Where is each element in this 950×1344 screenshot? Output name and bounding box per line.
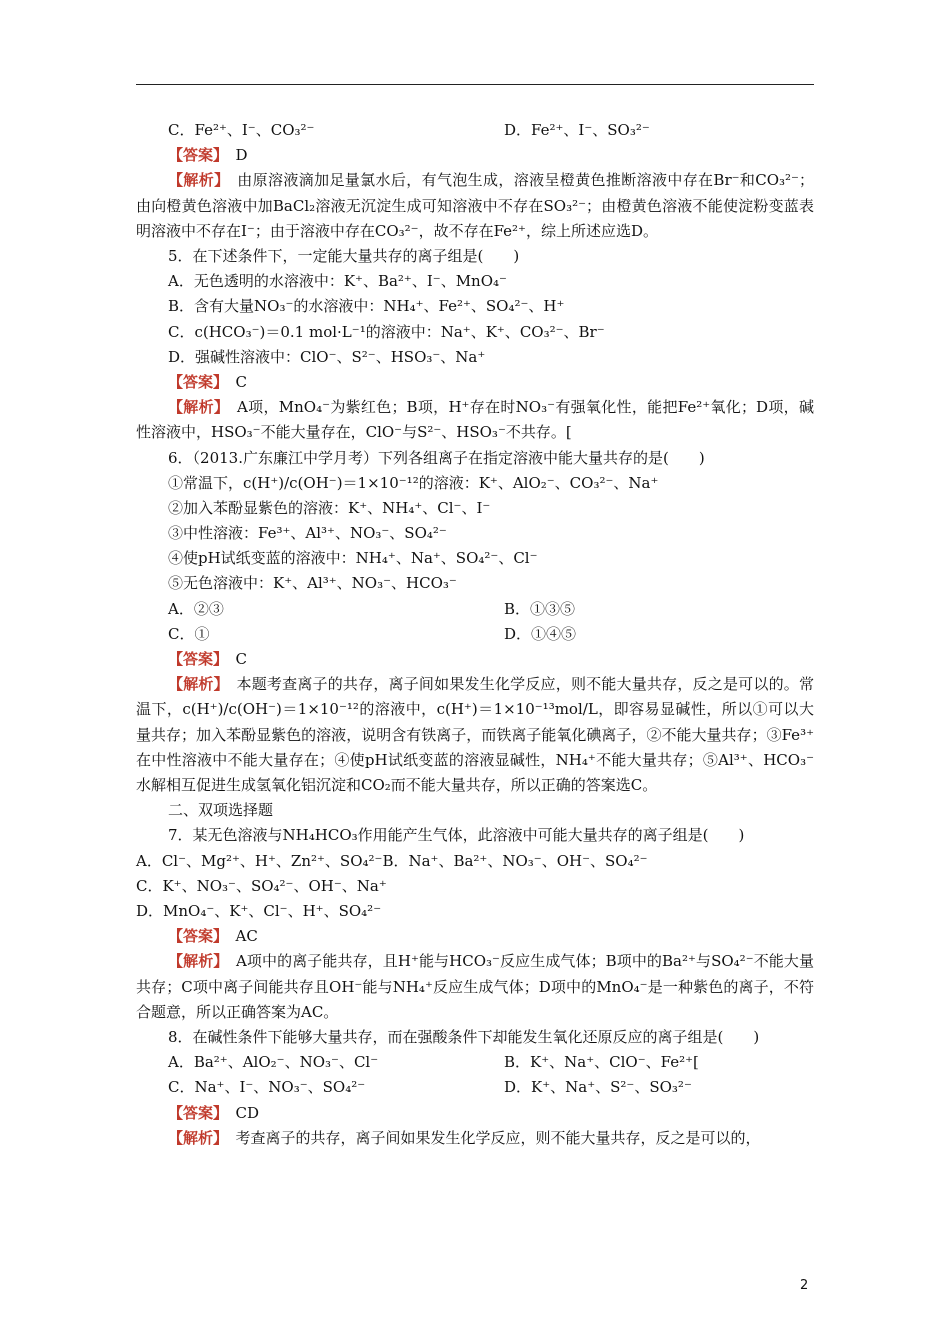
q4-option-d: D．Fe²⁺、I⁻、SO₃²⁻ [504,121,650,139]
q6-statement-3: ③中性溶液：Fe³⁺、Al³⁺、NO₃⁻、SO₄²⁻ [168,524,447,543]
q6-explanation [136,672,814,798]
explanation-label: 【解析】 [168,952,221,971]
q8-answer [136,1101,814,1126]
q8-stem: 8．在碱性条件下能够大量共存，而在强酸条件下却能发生氧化还原反应的离子组是( ) [168,1027,760,1046]
answer-label: 【答案】 [168,1103,221,1122]
q5-option-c: C．c(HCO₃⁻)＝0.1 mol·L⁻¹的溶液中：Na⁺、K⁺、CO₃²⁻、Br⁻ [168,322,605,341]
q5-explanation [136,395,814,445]
q8-option-a: A．Ba²⁺、AlO₂⁻、NO₃⁻、Cl⁻ [168,1053,379,1072]
q8-option-c: C．Na⁺、I⁻、NO₃⁻、SO₄²⁻ [168,1078,366,1097]
q6-statement-2: ②加入苯酚显紫色的溶液：K⁺、NH₄⁺、Cl⁻、I⁻ [168,498,491,517]
header-rule [136,84,814,85]
answer-value: D [235,146,248,165]
q7-option-c: C．K⁺、NO₃⁻、SO₄²⁻、OH⁻、Na⁺ [136,876,387,895]
q6-option-b: B．①③⑤ [504,599,576,618]
q6-answer [136,647,814,672]
q6-statement-1: ①常温下，c(H⁺)/c(OH⁻)＝1×10⁻¹²的溶液：K⁺、AlO₂⁻、CO₃²⁻、Na⁺ [168,473,659,492]
answer-label: 【答案】 [168,372,221,391]
answer-label: 【答案】 [168,146,221,165]
q6-option-d: D．①④⑤ [504,624,577,643]
answer-value: C [235,372,248,391]
q5-answer [136,370,814,395]
q5-option-a: A．无色透明的水溶液中：K⁺、Ba²⁺、I⁻、MnO₄⁻ [168,272,507,291]
explanation-label: 【解析】 [168,1128,221,1147]
q7-explanation [136,949,814,1025]
q4-answer [136,143,814,168]
answer-value: C [235,650,248,669]
explanation-text: 由原溶液滴加足量氯水后，有气泡生成，溶液呈橙黄色推断溶液中存在Br⁻和CO₃²⁻；由向橙黄色溶液中加BaCl₂溶液无沉淀生成可知溶液中不存在SO₃²⁻；由橙黄色溶液不能使淀粉变蓝表明溶液中不存在I⁻；由于溶液中存在CO₃²⁻，故不存在Fe²⁺，综上所述应选D。 [136,171,814,240]
q4-options-cd [136,118,814,143]
q6-statement-5: ⑤无色溶液中：K⁺、Al³⁺、NO₃⁻、HCO₃⁻ [168,574,457,593]
page-number: 2 [800,1278,809,1293]
q8-options-ab [136,1050,814,1075]
explanation-text: A项，MnO₄⁻为紫红色；B项，H⁺存在时NO₃⁻有强氧化性，能把Fe²⁺氧化；D项，碱性溶液中，HSO₃⁻不能大量存在，ClO⁻与S²⁻、HSO₃⁻不共存。[ [136,398,814,442]
q6-options-ab [136,597,814,622]
explanation-text: 本题考查离子的共存，离子间如果发生化学反应，则不能大量共存，反之是可以的。常温下，c(H⁺)/c(OH⁻)＝1×10⁻¹²的溶液中，c(H⁺)＝1×10⁻¹³mol/L，即容易显碱性，所以①可以大量共存；加入苯酚显紫色的溶液，说明含有铁离子，而铁离子能氧化碘离子，②不能大量共存；③Fe³⁺在中性溶液中不能大量存在；④使pH试纸变蓝的溶液显碱性，NH₄⁺不能大量共存；⑤Al³⁺、HCO₃⁻水解相互促进生成氢氧化铝沉淀和CO₂而不能大量共存，所以正确的答案选C。 [136,675,814,795]
section-heading: 二、双项选择题 [168,801,274,820]
answer-value: CD [235,1103,260,1122]
q6-options-cd [136,622,814,647]
answer-label: 【答案】 [168,927,221,946]
explanation-label: 【解析】 [168,675,222,694]
explanation-text: A项中的离子能共存，且H⁺能与HCO₃⁻反应生成气体；B项中的Ba²⁺与SO₄²⁻不能大量共存；C项中离子间能共存且OH⁻能与NH₄⁺反应生成气体；D项中的MnO₄⁻是一种紫色的离子，不符合题意，所以正确答案为AC。 [136,952,814,1021]
document-body [136,118,814,1151]
q7-option-d: D．MnO₄⁻、K⁺、Cl⁻、H⁺、SO₄²⁻ [136,901,382,920]
q8-explanation [136,1126,814,1151]
q6-statement-4: ④使pH试纸变蓝的溶液中：NH₄⁺、Na⁺、SO₄²⁻、Cl⁻ [168,549,538,568]
q5-stem: 5．在下述条件下，一定能大量共存的离子组是( ) [168,246,520,265]
q8-option-b: B．K⁺、Na⁺、ClO⁻、Fe²⁺[ [504,1053,699,1072]
q8-option-d: D．K⁺、Na⁺、S²⁻、SO₃²⁻ [504,1078,692,1097]
q7-answer [136,924,814,949]
q7-stem: 7．某无色溶液与NH₄HCO₃作用能产生气体，此溶液中可能大量共存的离子组是( ) [168,826,745,845]
q5-option-d: D．强碱性溶液中：ClO⁻、S²⁻、HSO₃⁻、Na⁺ [168,347,486,366]
explanation-text: 考查离子的共存，离子间如果发生化学反应，则不能大量共存，反之是可以的， [235,1128,761,1147]
explanation-label: 【解析】 [168,398,222,417]
q4-explanation [136,168,814,244]
q7-options-ab: A．Cl⁻、Mg²⁺、H⁺、Zn²⁺、SO₄²⁻B．Na⁺、Ba²⁺、NO₃⁻、OH⁻、SO₄²⁻ [136,851,648,870]
q4-option-c: C．Fe²⁺、I⁻、CO₃²⁻ [168,121,315,139]
explanation-label: 【解析】 [168,171,222,190]
answer-label: 【答案】 [168,650,221,669]
q6-stem: 6．（2013.广东廉江中学月考）下列各组离子在指定溶液中能大量共存的是( ) [168,448,705,467]
q6-option-c: C．① [168,624,210,643]
q6-option-a: A．②③ [168,599,224,618]
q5-option-b: B．含有大量NO₃⁻的水溶液中：NH₄⁺、Fe²⁺、SO₄²⁻、H⁺ [168,297,565,316]
q8-options-cd [136,1075,814,1100]
answer-value: AC [235,927,258,946]
